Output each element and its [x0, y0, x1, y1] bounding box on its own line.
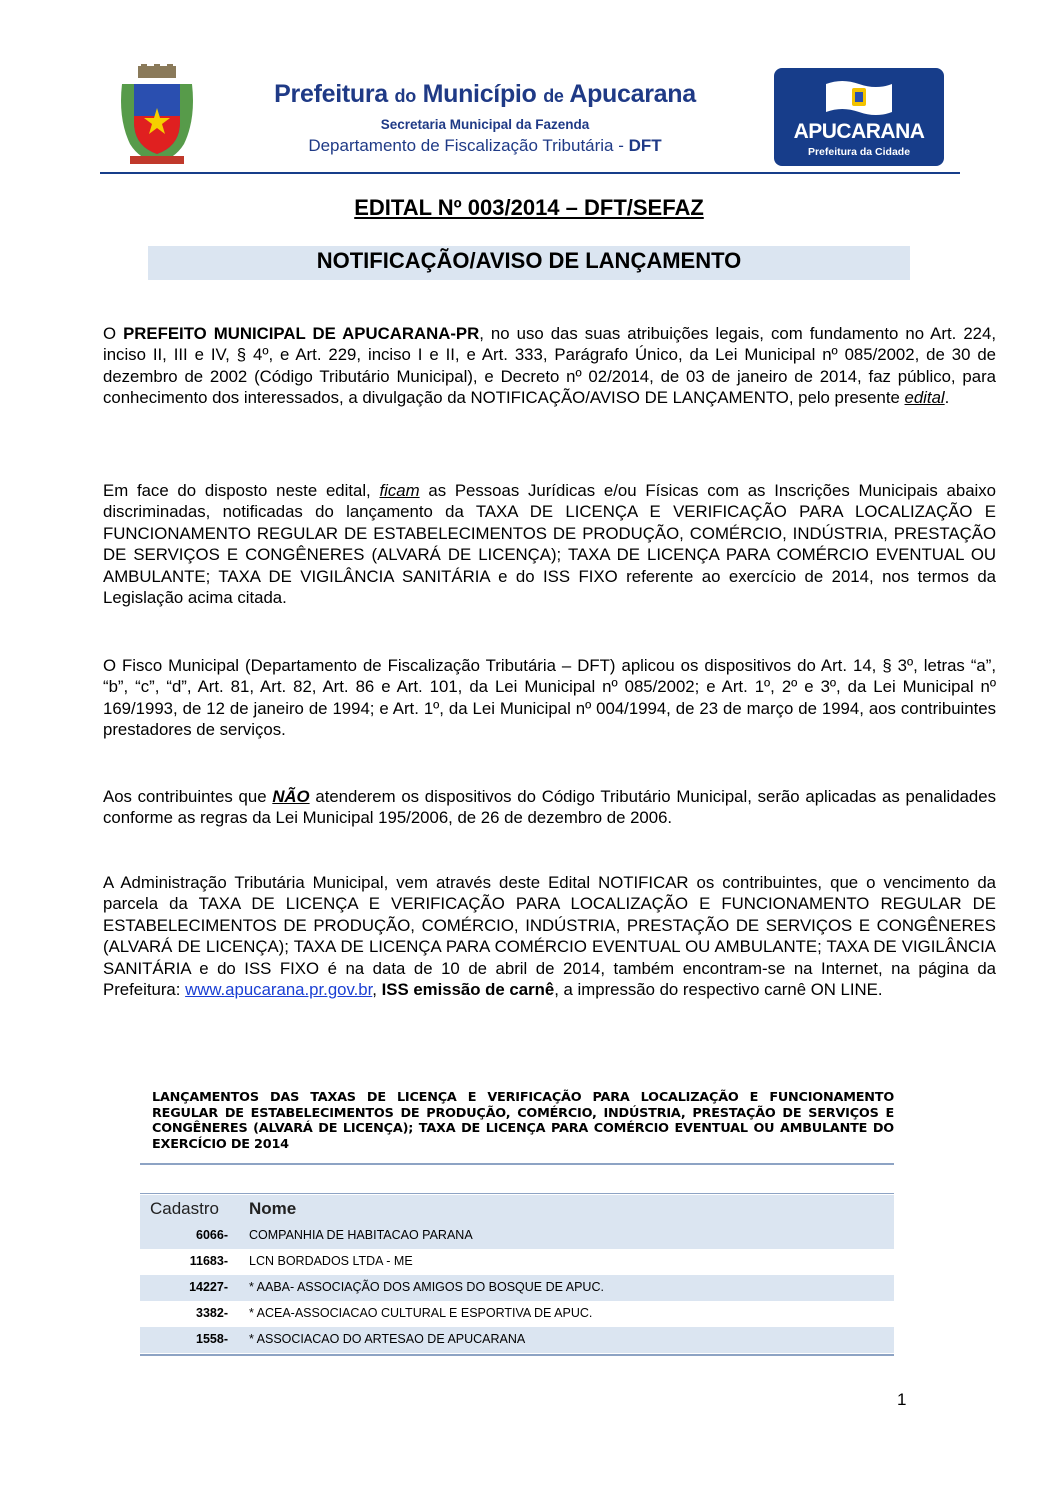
cadastro-cell: 6066- [196, 1228, 228, 1242]
column-header-cadastro: Cadastro [150, 1199, 219, 1218]
cadastro-cell: 11683- [189, 1254, 228, 1268]
paragraph-4: Aos contribuintes que NÃO atenderem os dispositivos do Código Tributário Municipal, serão aplicadas as penalidades conforme as regras da Lei Municipal 195/2006, de 26 de dezembro de 2006. [103, 787, 996, 828]
nome-cell: * ASSOCIACAO DO ARTESAO DE APUCARANA [249, 1332, 526, 1346]
table-row [140, 1249, 894, 1275]
logo-name: APUCARANA [793, 120, 925, 143]
nome-cell: LCN BORDADOS LTDA - ME [249, 1254, 413, 1268]
paragraph-1: O PREFEITO MUNICIPAL DE APUCARANA-PR, no uso das suas atribuições legais, com fundamento no Art. 224, inciso II, III e IV, § 4º, e Art. 229, inciso I e II, e Art. 333, Parágrafo Único, da Lei Municipal nº 085/2002, de 30 de dezembro de 2002 (Código Tributário Municipal), e Decreto nº 02/2014, de 03 de janeiro de 2014, faz público, para conhecimento dos interessados, a divulgação da NOTIFICAÇÃO/AVISO DE LANÇAMENTO, pelo presente edital. [103, 324, 996, 408]
table-row [140, 1327, 894, 1353]
coat-of-arms-icon [116, 64, 198, 168]
paragraph-2: Em face do disposto neste edital, ficam as Pessoas Jurídicas e/ou Físicas com as Inscrições Municipais abaixo discriminadas, notificadas do lançamento da TAXA DE LICENÇA E VERIFICAÇÃO PARA LOCALIZAÇÃO E FUNCIONAMENTO REGULAR DE ESTABELECIMENTOS DE PRODUÇÃO, COMÉRCIO, INDÚSTRIA, PRESTAÇÃO DE SERVIÇOS E CONGÊNERES (ALVARÁ DE LICENÇA); TAXA DE LICENÇA PARA COMÉRCIO EVENTUAL OU AMBULANTE; TAXA DE VIGILÂNCIA SANITÁRIA e do ISS FIXO referente ao exercício de 2014, nos termos da Legislação acima citada. [103, 481, 996, 608]
column-header-nome: Nome [249, 1199, 297, 1218]
flag-icon [824, 78, 894, 118]
city-logo [774, 68, 944, 166]
department-name: Departamento de Fiscalização Tributária - DFT [308, 136, 662, 155]
paragraph-3: O Fisco Municipal (Departamento de Fiscalização Tributária – DFT) aplicou os dispositivos do Art. 14, § 3º, letras “a”, “b”, “c”, “d”, Art. 81, Art. 82, Art. 86 e Art. 101, da Lei Municipal nº 085/2002; e Art. 1º, 2º e 3º, da Lei Municipal nº 169/1993, de 12 de janeiro de 1994; e Art. 1º, da Lei Municipal nº 004/1994, de 23 de março de 1994, aos contribuintes prestadores de serviços. [103, 656, 996, 740]
notice-title: NOTIFICAÇÃO/AVISO DE LANÇAMENTO [316, 248, 742, 273]
table-heading-rule [140, 1163, 894, 1165]
table-heading: LANÇAMENTOS DAS TAXAS DE LICENÇA E VERIFICAÇÃO PARA LOCALIZAÇÃO E FUNCIONAMENTO REGULAR DE ESTABELECIMENTOS DE PRODUÇÃO, COMÉRCIO, INDÚSTRIA, PRESTAÇÃO DE SERVIÇOS E CONGÊNERES (ALVARÁ DE LICENÇA); TAXA DE LICENÇA PARA COMÉRCIO EVENTUAL OU AMBULANTE DO EXERCÍCIO DE 2014 [152, 1090, 894, 1152]
edital-title: EDITAL Nº 003/2014 – DFT/SEFAZ [354, 195, 704, 220]
nome-cell: * ACEA-ASSOCIACAO CULTURAL E ESPORTIVA DE APUC. [249, 1306, 593, 1320]
page-number: 1 [897, 1390, 907, 1409]
cadastro-cell: 1558- [196, 1332, 228, 1346]
table-row [140, 1223, 894, 1249]
municipality-title: Prefeitura do Município de Apucarana [274, 80, 696, 108]
logo-tagline: Prefeitura da Cidade [807, 146, 911, 158]
nome-cell: * AABA- ASSOCIAÇÃO DOS AMIGOS DO BOSQUE DE APUC. [249, 1280, 604, 1294]
cadastro-cell: 3382- [196, 1306, 228, 1320]
letterhead [100, 64, 960, 176]
table-top-rule [140, 1193, 894, 1194]
letterhead-text [225, 80, 745, 156]
table-row [140, 1301, 894, 1327]
table-bottom-rule [140, 1354, 894, 1356]
table-row [140, 1275, 894, 1301]
secretariat-name: Secretaria Municipal da Fazenda [380, 117, 590, 132]
paragraph-5: A Administração Tributária Municipal, vem através deste Edital NOTIFICAR os contribuintes, que o vencimento da parcela da TAXA DE LICENÇA E VERIFICAÇÃO PARA LOCALIZAÇÃO E FUNCIONAMENTO REGULAR DE ESTABELECIMENTOS DE PRODUÇÃO, COMÉRCIO, INDÚSTRIA, PRESTAÇÃO DE SERVIÇOS E CONGÊNERES (ALVARÁ DE LICENÇA); TAXA DE LICENÇA PARA COMÉRCIO EVENTUAL OU AMBULANTE; TAXA DE VIGILÂNCIA SANITÁRIA e do ISS FIXO é na data de 10 de abril de 2014, também encontram-se na Internet, na página da Prefeitura: www.apucarana.pr.gov.br, ISS emissão de carnê, a impressão do respectivo carnê ON LINE. [103, 873, 996, 1000]
website-link[interactable]: www.apucarana.pr.gov.br [185, 980, 373, 1000]
nome-cell: COMPANHIA DE HABITACAO PARANA [249, 1228, 473, 1242]
cadastro-cell: 14227- [189, 1280, 228, 1294]
header-divider [100, 172, 960, 174]
